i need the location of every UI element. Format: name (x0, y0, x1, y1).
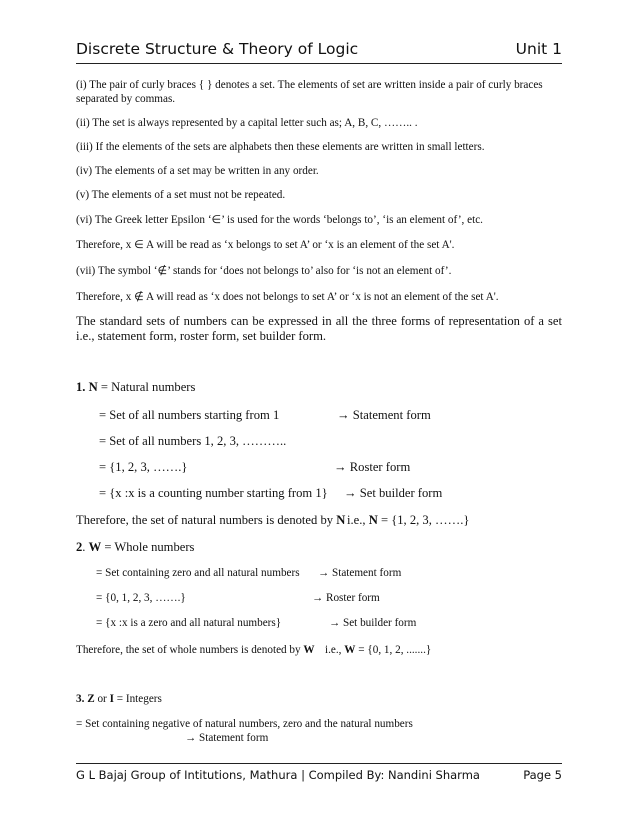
natural-line-1: = Set of all numbers starting from 1 (99, 408, 280, 422)
natural-heading (76, 380, 195, 395)
whole-statement-arrow: → Statement form (318, 567, 402, 579)
page-header (76, 38, 562, 64)
integers-statement-arrow: → Statement form (185, 732, 269, 744)
whole-line-3: = {x :x is a zero and all natural numbers} (96, 617, 282, 629)
point-1: (i) The pair of curly braces { } denotes a set. The elements of set are written inside a pair of curly braces separated by commas. (76, 79, 543, 105)
whole-symbol: W (88, 540, 102, 554)
point-6-therefore: Therefore, x ∈ A will be read as ‘x belongs to set A’ or ‘x is an element of the set A'. (76, 239, 455, 251)
point-6: (vi) The Greek letter Epsilon ‘∈’ is used for the words ‘belongs to’, ‘is an element of’, etc. (76, 214, 483, 226)
whole-therefore-text: Therefore, the set of whole numbers is denoted by (76, 644, 304, 656)
natural-num: 1. (76, 380, 86, 394)
integers-heading (76, 692, 162, 706)
natural-roster-arrow: → Roster form (334, 460, 411, 474)
natural-line-2: = Set of all numbers 1, 2, 3, ……….. (99, 434, 287, 448)
natural-therefore-text: Therefore, the set of natural numbers is denoted by (76, 513, 337, 527)
natural-builder-arrow: → Set builder form (344, 486, 443, 500)
integers-num: 3. (76, 693, 85, 705)
point-4: (iv) The elements of a set may be written in any order. (76, 165, 319, 177)
whole-therefore-ie (325, 643, 431, 657)
whole-therefore (76, 643, 315, 657)
point-5: (v) The elements of a set must not be repeated. (76, 189, 286, 201)
point-3: (iii) If the elements of the sets are alphabets then these elements are written in small letters. (76, 141, 485, 153)
natural-statement-arrow: → Statement form (337, 408, 431, 422)
whole-line-1: = Set containing zero and all natural numbers (96, 567, 300, 579)
whole-ie-value: = {0, 1, 2, .......} (355, 644, 432, 656)
whole-line-2: = {0, 1, 2, 3, …….} (96, 592, 186, 604)
integers-or: or (94, 693, 110, 705)
natural-name: = Natural numbers (97, 380, 196, 394)
intro-paragraph: The standard sets of numbers can be expressed in all the three forms of representation of a set i.e., statement form, roster form, set builder form. (76, 314, 562, 343)
whole-num: 2 (76, 540, 83, 554)
point-7: (vii) The symbol ‘∉’ stands for ‘does not belongs to’ also for ‘is not an element of’. (76, 265, 452, 277)
page-number: Page 5 (523, 768, 562, 782)
natural-therefore-symbol: N (336, 513, 346, 527)
whole-name: = Whole numbers (101, 540, 195, 554)
whole-dot: . (82, 540, 89, 554)
whole-builder-arrow: → Set builder form (329, 617, 417, 629)
point-7-therefore: Therefore, x ∉ A will read as ‘x does not belongs to set A’ or ‘x is not an element of the set A'. (76, 291, 499, 303)
natural-ie-label: i.e., (347, 513, 369, 527)
natural-therefore (76, 513, 345, 528)
page-footer (76, 763, 562, 785)
natural-symbol: N (88, 380, 98, 394)
unit-label: Unit 1 (515, 40, 562, 58)
whole-heading (76, 540, 194, 555)
integers-line-1: = Set containing negative of natural numbers, zero and the natural numbers (76, 718, 413, 730)
whole-ie-symbol: W (344, 644, 356, 656)
whole-ie-label: i.e., (325, 644, 345, 656)
natural-line-3: = {1, 2, 3, …….} (99, 460, 188, 474)
integers-name: = Integers (113, 693, 162, 705)
footer-credit: G L Bajaj Group of Intitutions, Mathura | Compiled By: Nandini Sharma (76, 768, 480, 782)
natural-ie-value: = {1, 2, 3, …….} (377, 513, 470, 527)
integers-symbol: Z (87, 693, 95, 705)
natural-ie-symbol: N (368, 513, 378, 527)
natural-therefore-ie (347, 513, 469, 528)
whole-therefore-symbol: W (303, 644, 315, 656)
whole-roster-arrow: → Roster form (312, 592, 380, 604)
document-title: Discrete Structure & Theory of Logic (76, 40, 359, 58)
integers-symbol-2: I (109, 693, 114, 705)
point-2: (ii) The set is always represented by a capital letter such as; A, B, C, …….. . (76, 117, 418, 129)
natural-line-4: = {x :x is a counting number starting from 1} (99, 486, 328, 500)
